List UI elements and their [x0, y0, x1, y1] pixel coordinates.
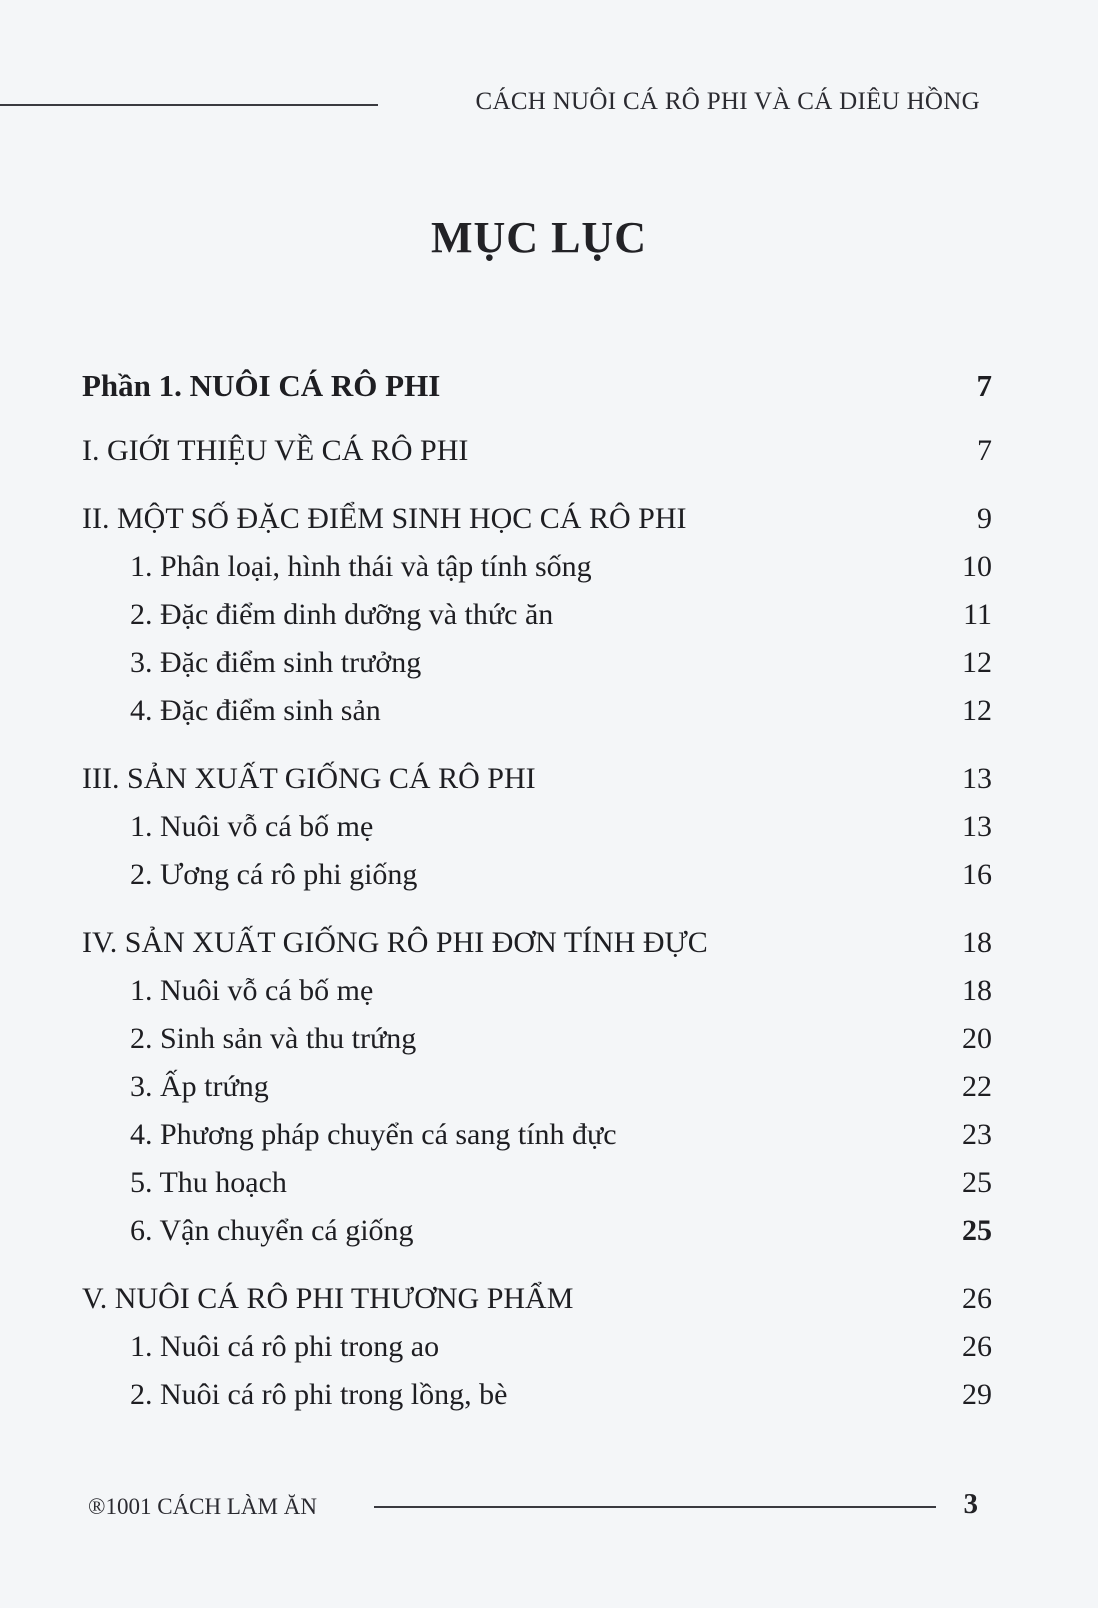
- toc-item-label: 6. Vận chuyển cá giống: [130, 1214, 414, 1247]
- toc-item-page: 18: [962, 974, 992, 1007]
- toc-heading: MỤC LỤC: [431, 213, 647, 262]
- toc-section-row[interactable]: [82, 762, 992, 810]
- toc-item-row[interactable]: [82, 1214, 992, 1262]
- running-header-title: CÁCH NUÔI CÁ RÔ PHI VÀ CÁ DIÊU HỒNG: [475, 88, 980, 115]
- toc-item-label: 1. Nuôi vỗ cá bố mẹ: [130, 810, 374, 843]
- table-of-contents: [82, 368, 992, 1426]
- toc-section-label: IV. SẢN XUẤT GIỐNG RÔ PHI ĐƠN TÍNH ĐỰC: [82, 926, 708, 959]
- toc-item-row[interactable]: [82, 1330, 992, 1378]
- toc-item-page: 25: [962, 1166, 992, 1199]
- footer-series: ®1001 CÁCH LÀM ĂN: [88, 1494, 317, 1519]
- toc-item-page: 22: [962, 1070, 992, 1103]
- toc-section-row[interactable]: [82, 434, 992, 482]
- toc-item-page: 12: [962, 646, 992, 679]
- toc-item-row[interactable]: [82, 1378, 992, 1426]
- toc-item-page: 20: [962, 1022, 992, 1055]
- toc-item-label: 2. Đặc điểm dinh dưỡng và thức ăn: [130, 598, 554, 631]
- toc-section-page: 9: [977, 502, 992, 535]
- toc-item-page: 16: [962, 858, 992, 891]
- toc-item-page: 26: [962, 1330, 992, 1363]
- toc-item-label: 2. Nuôi cá rô phi trong lồng, bè: [130, 1378, 508, 1411]
- toc-item-label: 3. Đặc điểm sinh trưởng: [130, 646, 422, 679]
- toc-item-page: 25: [962, 1214, 992, 1247]
- toc-item-row[interactable]: [82, 646, 992, 694]
- toc-part-label: Phần 1. NUÔI CÁ RÔ PHI: [82, 368, 441, 403]
- toc-section-page: 7: [977, 434, 992, 467]
- toc-section-page: 26: [962, 1282, 992, 1315]
- toc-item-page: 29: [962, 1378, 992, 1411]
- toc-item-label: 4. Phương pháp chuyển cá sang tính đực: [130, 1118, 617, 1151]
- toc-item-row[interactable]: [82, 1166, 992, 1214]
- toc-item-page: 11: [963, 598, 992, 631]
- toc-item-label: 5. Thu hoạch: [130, 1166, 287, 1199]
- toc-item-row[interactable]: [82, 1118, 992, 1166]
- toc-item-row[interactable]: [82, 1022, 992, 1070]
- toc-part-page: 7: [976, 368, 992, 403]
- toc-item-row[interactable]: [82, 858, 992, 906]
- toc-section-page: 13: [962, 762, 992, 795]
- footer-rule: [374, 1506, 936, 1508]
- toc-section-label: III. SẢN XUẤT GIỐNG CÁ RÔ PHI: [82, 762, 536, 795]
- toc-item-row[interactable]: [82, 1070, 992, 1118]
- toc-section-label: V. NUÔI CÁ RÔ PHI THƯƠNG PHẨM: [82, 1282, 574, 1315]
- toc-section-row[interactable]: [82, 502, 992, 550]
- toc-item-label: 1. Nuôi cá rô phi trong ao: [130, 1330, 440, 1363]
- toc-item-page: 13: [962, 810, 992, 843]
- header-rule: [0, 104, 378, 106]
- toc-section-page: 18: [962, 926, 992, 959]
- toc-part-row[interactable]: [82, 368, 992, 426]
- toc-item-label: 1. Nuôi vỗ cá bố mẹ: [130, 974, 374, 1007]
- toc-item-row[interactable]: [82, 810, 992, 858]
- toc-item-row[interactable]: [82, 974, 992, 1022]
- toc-item-label: 3. Ấp trứng: [130, 1070, 269, 1103]
- toc-item-page: 10: [962, 550, 992, 583]
- toc-item-page: 12: [962, 694, 992, 727]
- toc-item-row[interactable]: [82, 694, 992, 742]
- toc-item-row[interactable]: [82, 598, 992, 646]
- toc-section-label: I. GIỚI THIỆU VỀ CÁ RÔ PHI: [82, 434, 469, 467]
- toc-section-row[interactable]: [82, 926, 992, 974]
- toc-section-label: II. MỘT SỐ ĐẶC ĐIỂM SINH HỌC CÁ RÔ PHI: [82, 502, 687, 535]
- toc-item-label: 2. Ương cá rô phi giống: [130, 858, 418, 891]
- footer-page-number: 3: [963, 1488, 978, 1520]
- toc-section-row[interactable]: [82, 1282, 992, 1330]
- toc-item-label: 4. Đặc điểm sinh sản: [130, 694, 381, 727]
- toc-item-row[interactable]: [82, 550, 992, 598]
- toc-item-page: 23: [962, 1118, 992, 1151]
- toc-item-label: 2. Sinh sản và thu trứng: [130, 1022, 417, 1055]
- toc-item-label: 1. Phân loại, hình thái và tập tính sống: [130, 550, 592, 583]
